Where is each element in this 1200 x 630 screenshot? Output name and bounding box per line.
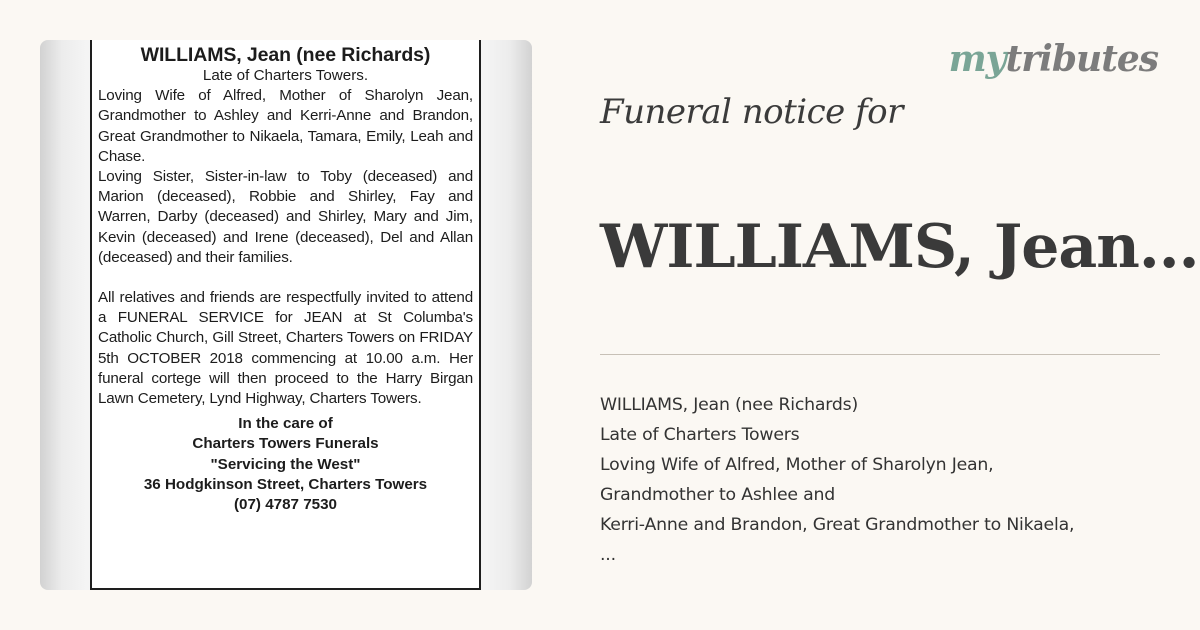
- notice-paragraph-siblings: Loving Sister, Sister-in-law to Toby (deceased) and Marion (deceased), Robbie and Shirley, Fay and Warren, Darby (deceased) and Shirley, Mary and Jim, Kevin (deceased) and Irene (deceased), Del and Allan (deceased) and their families.: [98, 168, 473, 266]
- care-of-line: In the care of: [238, 415, 333, 433]
- divider: [600, 354, 1160, 355]
- excerpt-line: Late of Charters Towers: [600, 425, 800, 445]
- care-of-slogan: "Servicing the West": [210, 455, 361, 473]
- funeral-notice-image: [40, 40, 532, 590]
- notice-title: WILLIAMS, Jean (nee Richards): [140, 44, 431, 66]
- subtitle: Funeral notice for: [600, 92, 903, 132]
- notice-spacer: [98, 268, 473, 288]
- care-of-phone: (07) 4787 7530: [233, 496, 338, 514]
- logo-part-tributes: tributes: [1005, 38, 1158, 80]
- excerpt-line: Kerri-Anne and Brandon, Great Grandmother to Nikaela,: [600, 515, 1075, 535]
- logo-part-my: my: [948, 38, 1006, 80]
- excerpt-line: Grandmother to Ashlee and: [600, 485, 836, 505]
- notice-paper: [90, 40, 481, 590]
- care-of-funeral-home: Charters Towers Funerals: [192, 435, 379, 453]
- care-of-address: 36 Hodgkinson Street, Charters Towers: [143, 475, 428, 493]
- excerpt-ellipsis: ...: [600, 545, 616, 565]
- notice-late-of: Late of Charters Towers.: [202, 67, 369, 84]
- notice-excerpt: [600, 390, 1175, 570]
- notice-paragraph-service: All relatives and friends are respectfully invited to attend a FUNERAL SERVICE for JEAN at St Columba's Catholic Church, Gill Street, Charters Towers on FRIDAY 5th OCTOBER 2018 commencing at 10.00 a.m. Her funeral cortege will then proceed to the Harry Birgan Lawn Cemetery, Lynd Highway, Charters Towers.: [98, 289, 473, 408]
- excerpt-line: Loving Wife of Alfred, Mother of Sharolyn Jean,: [600, 455, 994, 475]
- mytributes-logo[interactable]: [949, 38, 1158, 80]
- excerpt-line: WILLIAMS, Jean (nee Richards): [600, 395, 859, 415]
- notice-care-of: [98, 414, 473, 515]
- notice-paragraph-family: Loving Wife of Alfred, Mother of Sharolyn Jean, Grandmother to Ashley and Kerri-Anne and Brandon, Great Grandmother to Nikaela, Tamara, Emily, Leah and Chase.: [98, 87, 473, 165]
- deceased-name-heading: WILLIAMS, Jean...: [600, 212, 1199, 282]
